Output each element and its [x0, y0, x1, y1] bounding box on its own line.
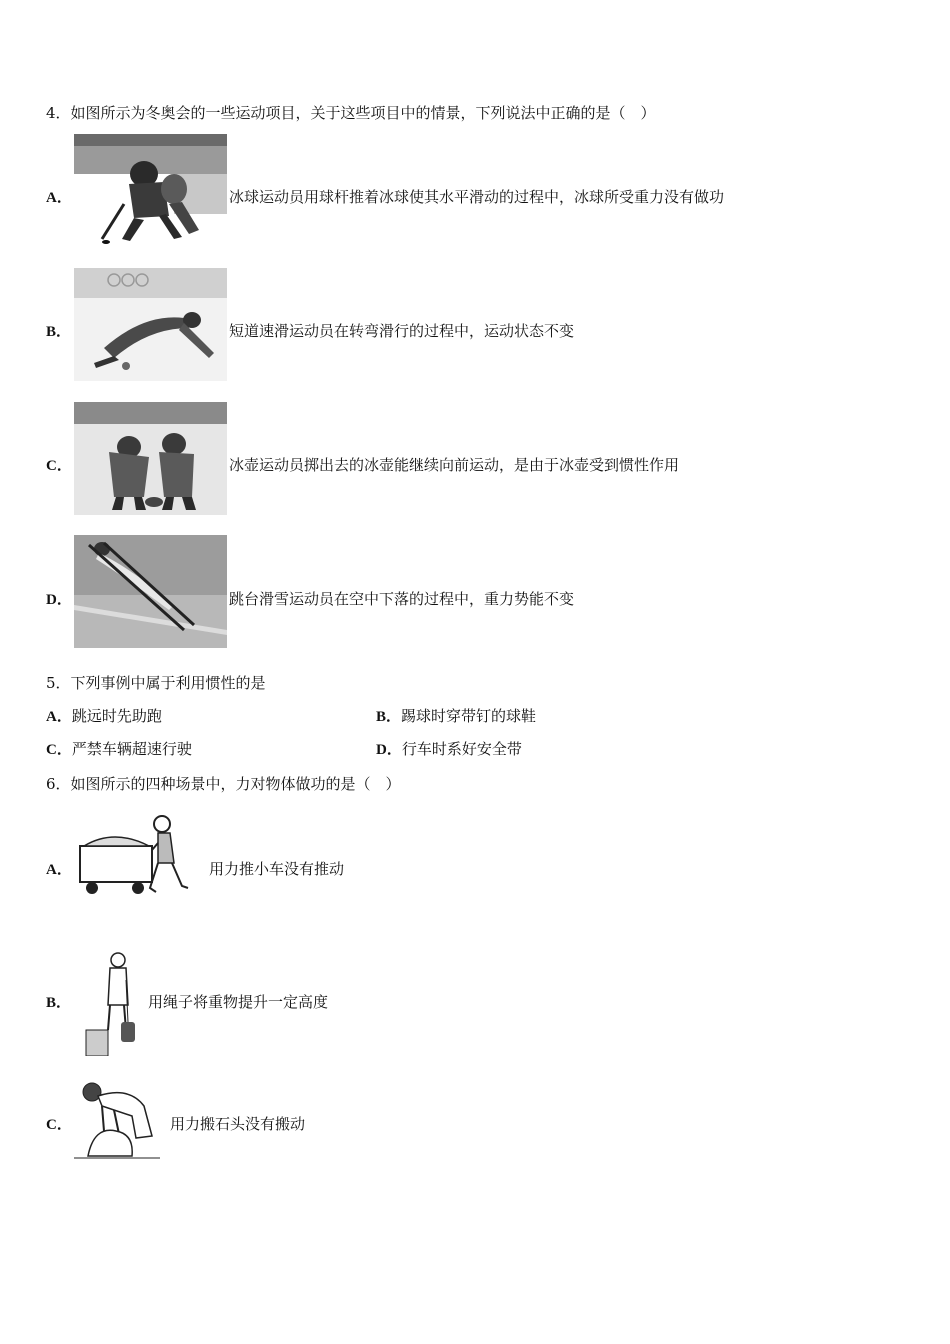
option-text: 冰壶运动员掷出去的冰壶能继续向前运动，是由于冰壶受到惯性作用 — [229, 456, 680, 474]
option-label: A． — [46, 862, 72, 878]
option-label: A． — [46, 709, 72, 725]
option-label: C． — [46, 742, 72, 758]
option-label: C． — [46, 1117, 72, 1133]
lift-weight-drawing — [80, 950, 146, 1056]
option-5d — [376, 738, 522, 759]
option-label: A． — [46, 190, 72, 206]
question-6-title: 6．如图所示的四种场景中，力对物体做功的是（ ） — [46, 775, 401, 793]
option-text: 用力搬石头没有搬动 — [170, 1115, 306, 1133]
ice-hockey-photo — [74, 134, 227, 247]
question-4-title: 4．如图所示为冬奥会的一些运动项目，关于这些项目中的情景，下列说法中正确的是（ ） — [46, 104, 656, 122]
option-text: 用力推小车没有推动 — [209, 860, 345, 878]
option-text: 用绳子将重物提升一定高度 — [148, 993, 329, 1011]
option-label: C． — [46, 458, 72, 474]
option-text: 行车时系好安全带 — [401, 740, 522, 758]
ski-jumping-photo — [74, 535, 227, 648]
option-text: 跳远时先助跑 — [71, 707, 162, 725]
lift-stone-drawing — [74, 1076, 160, 1164]
option-5b — [376, 705, 536, 726]
question-5-title: 5．下列事例中属于利用惯性的是 — [46, 674, 266, 692]
push-cart-drawing — [74, 808, 207, 900]
curling-photo — [74, 402, 227, 515]
speed-skating-photo — [74, 268, 227, 381]
option-text: 冰球运动员用球杆推着冰球使其水平滑动的过程中，冰球所受重力没有做功 — [229, 188, 725, 206]
option-label: D． — [46, 592, 72, 608]
option-label: B． — [376, 709, 402, 725]
option-5c — [46, 738, 192, 759]
option-label: B． — [46, 995, 72, 1011]
option-text: 跳台滑雪运动员在空中下落的过程中，重力势能不变 — [229, 590, 575, 608]
option-label: B． — [46, 324, 72, 340]
option-text: 短道速滑运动员在转弯滑行的过程中，运动状态不变 — [229, 322, 575, 340]
option-text: 严禁车辆超速行驶 — [71, 740, 192, 758]
option-text: 踢球时穿带钉的球鞋 — [401, 707, 537, 725]
option-5a — [46, 705, 162, 726]
option-label: D． — [376, 742, 402, 758]
